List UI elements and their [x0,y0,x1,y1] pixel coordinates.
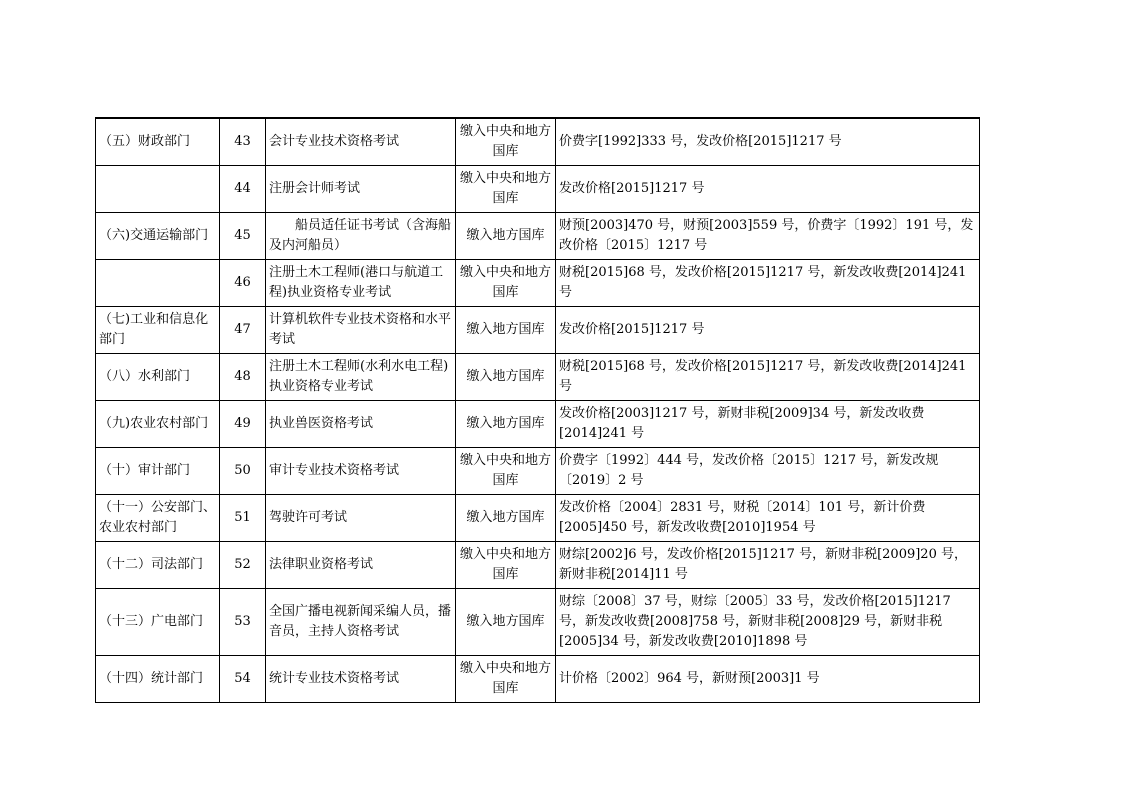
department-cell: （八）水利部门 [96,354,220,401]
treasury-cell: 缴入地方国库 [456,401,556,448]
row-number-cell: 46 [220,260,266,307]
treasury-cell: 缴入中央和地方国库 [456,260,556,307]
department-cell: （十四）统计部门 [96,656,220,703]
treasury-cell: 缴入地方国库 [456,354,556,401]
document-refs-cell: 财综〔2008〕37 号，财综〔2005〕33 号，发改价格[2015]1217 号，新发改收费[2008]758 号，新财非税[2008]29 号，新财非税[2005]34 号，新发改收费[2010]1898 号 [556,589,980,656]
treasury-cell: 缴入地方国库 [456,307,556,354]
treasury-cell: 缴入中央和地方国库 [456,166,556,213]
exam-name-cell: 注册会计师考试 [266,166,456,213]
exam-name-cell: 会计专业技术资格考试 [266,118,456,166]
document-refs-cell: 发改价格[2003]1217 号，新财非税[2009]34 号，新发改收费[2014]241 号 [556,401,980,448]
row-number-cell: 48 [220,354,266,401]
document-refs-cell: 价费字[1992]333 号，发改价格[2015]1217 号 [556,118,980,166]
exam-name-cell: 船员适任证书考试（含海船及内河船员） [266,213,456,260]
treasury-cell: 缴入地方国库 [456,589,556,656]
exam-name-cell: 全国广播电视新闻采编人员，播音员，主持人资格考试 [266,589,456,656]
exam-name-cell: 注册土木工程师(水利水电工程)执业资格专业考试 [266,354,456,401]
row-number-cell: 52 [220,542,266,589]
exam-name-cell: 注册土木工程师(港口与航道工程)执业资格专业考试 [266,260,456,307]
table-row [96,118,980,166]
document-refs-cell: 财综[2002]6 号，发改价格[2015]1217 号，新财非税[2009]20 号，新财非税[2014]11 号 [556,542,980,589]
department-cell: （七)工业和信息化部门 [96,307,220,354]
department-cell [96,260,220,307]
row-number-cell: 50 [220,448,266,495]
document-refs-cell: 财税[2015]68 号，发改价格[2015]1217 号，新发改收费[2014]241 号 [556,354,980,401]
table-row [96,213,980,260]
table-row [96,307,980,354]
document-refs-cell: 财税[2015]68 号，发改价格[2015]1217 号，新发改收费[2014]241 号 [556,260,980,307]
department-cell: （十二）司法部门 [96,542,220,589]
department-cell: （十）审计部门 [96,448,220,495]
row-number-cell: 51 [220,495,266,542]
table-row [96,656,980,703]
table-row [96,589,980,656]
table-row [96,401,980,448]
document-refs-cell: 价费字〔1992〕444 号，发改价格〔2015〕1217 号，新发改规〔2019〕2 号 [556,448,980,495]
document-refs-cell: 财预[2003]470 号，财预[2003]559 号，价费字〔1992〕191 号，发改价格〔2015〕1217 号 [556,213,980,260]
exam-name-cell: 审计专业技术资格考试 [266,448,456,495]
row-number-cell: 45 [220,213,266,260]
treasury-cell: 缴入地方国库 [456,213,556,260]
treasury-cell: 缴入中央和地方国库 [456,118,556,166]
row-number-cell: 49 [220,401,266,448]
document-refs-cell: 发改价格〔2004〕2831 号，财税〔2014〕101 号，新计价费[2005]450 号，新发改收费[2010]1954 号 [556,495,980,542]
exam-name-cell: 驾驶许可考试 [266,495,456,542]
treasury-cell: 缴入中央和地方国库 [456,542,556,589]
document-refs-cell: 计价格〔2002〕964 号，新财预[2003]1 号 [556,656,980,703]
table-row [96,448,980,495]
row-number-cell: 53 [220,589,266,656]
treasury-cell: 缴入中央和地方国库 [456,656,556,703]
treasury-cell: 缴入中央和地方国库 [456,448,556,495]
exam-name-cell: 统计专业技术资格考试 [266,656,456,703]
exam-fee-table-body [96,118,980,703]
document-refs-cell: 发改价格[2015]1217 号 [556,166,980,213]
department-cell: （十一）公安部门、农业农村部门 [96,495,220,542]
exam-name-cell: 计算机软件专业技术资格和水平考试 [266,307,456,354]
table-row [96,542,980,589]
table-row [96,166,980,213]
document-refs-cell: 发改价格[2015]1217 号 [556,307,980,354]
table-row [96,260,980,307]
table-row [96,354,980,401]
exam-name-cell: 执业兽医资格考试 [266,401,456,448]
exam-name-cell: 法律职业资格考试 [266,542,456,589]
exam-fee-table [95,117,980,703]
table-row [96,495,980,542]
department-cell [96,166,220,213]
treasury-cell: 缴入地方国库 [456,495,556,542]
row-number-cell: 44 [220,166,266,213]
department-cell: （六)交通运输部门 [96,213,220,260]
row-number-cell: 54 [220,656,266,703]
row-number-cell: 47 [220,307,266,354]
department-cell: （九)农业农村部门 [96,401,220,448]
department-cell: （十三）广电部门 [96,589,220,656]
row-number-cell: 43 [220,118,266,166]
department-cell: （五）财政部门 [96,118,220,166]
